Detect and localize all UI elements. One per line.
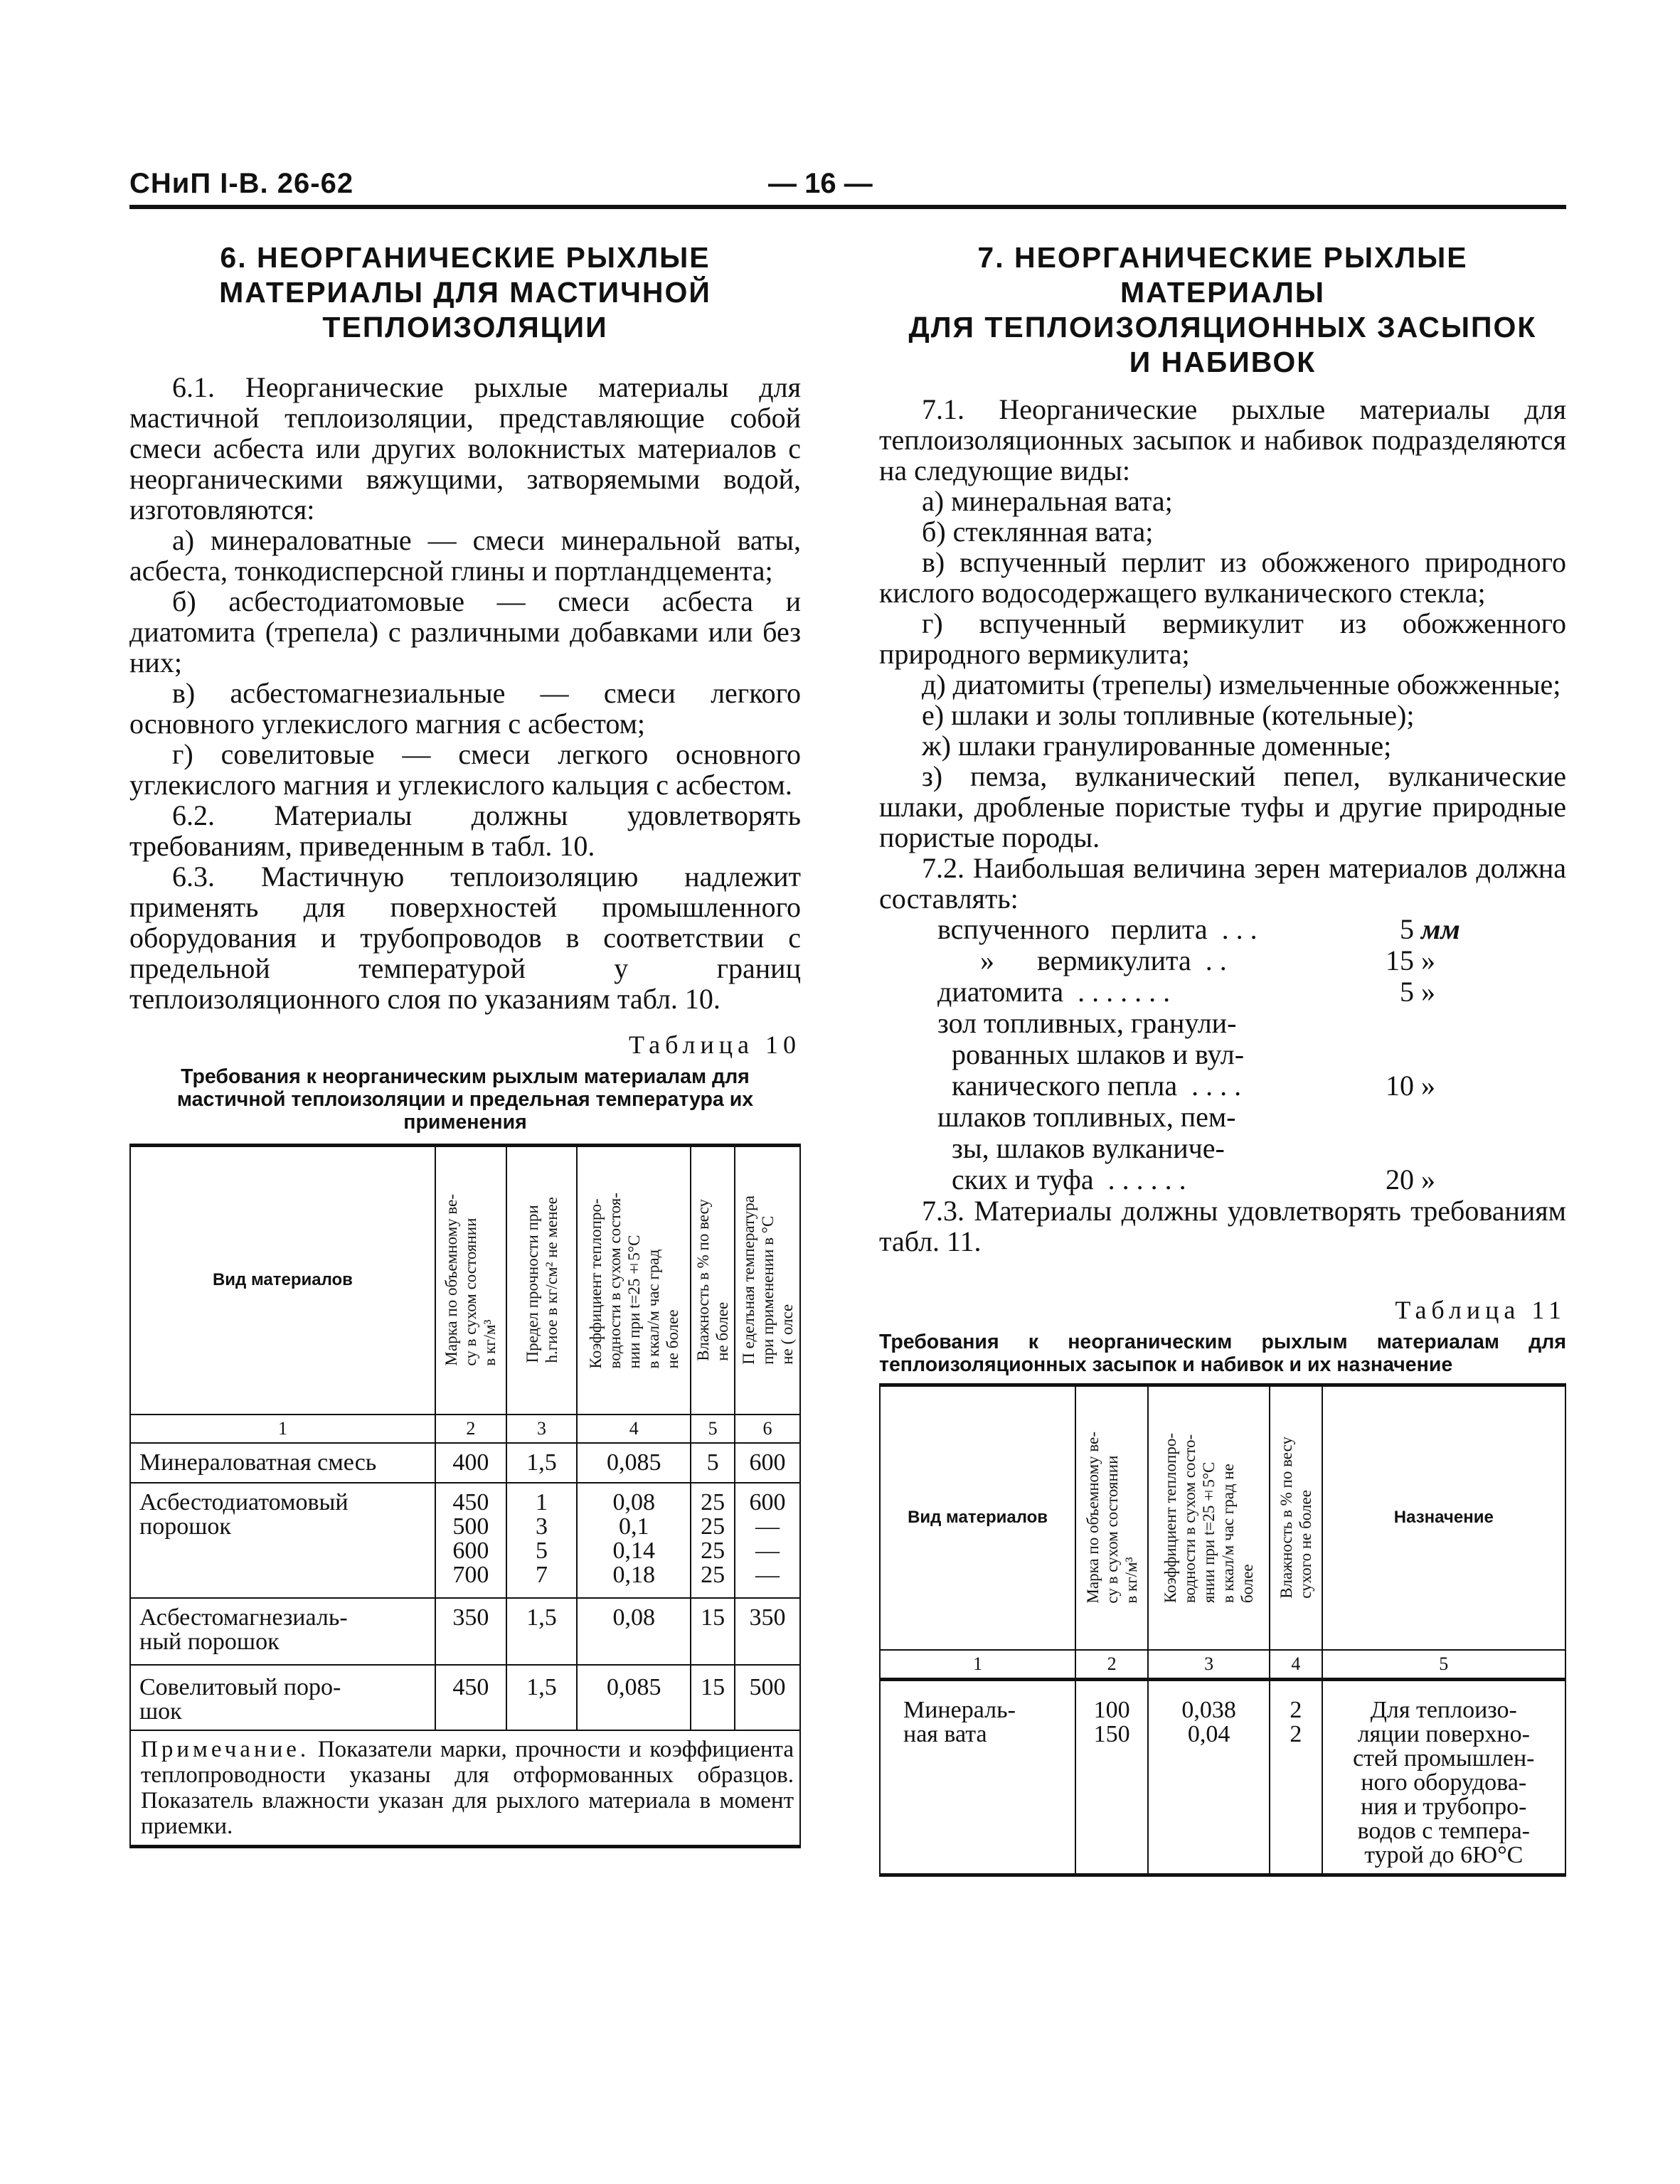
strength-cell (506, 1483, 578, 1598)
column-number: 1 (130, 1415, 435, 1443)
header-line: более (1238, 1564, 1257, 1603)
grain-value (1364, 1039, 1414, 1070)
paragraph: 7.2. Наибольшая величина зерен материалов должна составлять: (879, 852, 1566, 915)
table-row (880, 1679, 1565, 1875)
table-10-title: Требования к неорганическим рыхлым материалам для мастичной теплоизоляции и предельная температура их применения (176, 1065, 754, 1134)
header-rule (129, 205, 1566, 209)
grade-cell (435, 1443, 506, 1483)
header-moisture (691, 1146, 735, 1415)
conductivity-cell (577, 1598, 691, 1665)
cell-line: 0,04 (1187, 1720, 1230, 1747)
grade-cell (1075, 1679, 1148, 1875)
table-header-row (880, 1385, 1565, 1650)
column-number: 1 (880, 1650, 1075, 1680)
strength-cell (506, 1665, 578, 1730)
grain-value: 5 (1400, 913, 1414, 945)
list-item: д) диатомиты (трепелы) измельченные обожженные; (922, 668, 1561, 701)
grade-cell (435, 1598, 506, 1665)
list-item: б) стеклянная вата; (922, 516, 1154, 548)
header-line: Коэффициент теплопро- (1161, 1432, 1180, 1603)
table-11-title: Требования к неорганическим рыхлым материалам для теплоизоляционных засыпок и набивок и их назначение (879, 1331, 1566, 1376)
table-row (130, 1443, 800, 1483)
paragraph: 6.2. Материалы должны удовлетворять требованиям, приведенным в табл. 10. (129, 799, 801, 862)
section-6-title-line: ТЕПЛОИЗОЛЯЦИИ (322, 311, 608, 343)
grain-unit: » (1421, 976, 1435, 1008)
header-line: Влажность в % по весу (1277, 1437, 1295, 1599)
section-6-title (129, 240, 801, 345)
header-line: Марка по объемному ве- (442, 1194, 461, 1367)
paragraph: 7.3. Материалы должны удовлетворять требованиям табл. 11. (879, 1195, 1566, 1257)
cell-line: ного оборудова- (1361, 1769, 1527, 1796)
column-number: 6 (735, 1415, 800, 1443)
header-strength (506, 1146, 578, 1415)
cell-line: 0,08 (612, 1488, 655, 1516)
cell-line: — (755, 1513, 780, 1540)
header-line: в ккал/м час град (644, 1249, 662, 1368)
material-name (130, 1598, 435, 1665)
right-column (879, 240, 1566, 1877)
list-item: в) вспученный перлит из обожженого природного кислого водосодержащего вулканического стекла; (879, 546, 1566, 609)
cell-line: 600 (749, 1449, 786, 1476)
cell-line: 0,1 (618, 1513, 649, 1540)
cell-line: 100 (1093, 1696, 1130, 1723)
column-number: 3 (1148, 1650, 1270, 1680)
cell-line: ная вата (903, 1720, 987, 1747)
header-line: Предел прочности при (523, 1205, 541, 1363)
section-7-title-line: И НАБИВОК (1129, 346, 1317, 378)
header-line: П еделъная температура (739, 1195, 757, 1365)
column-number: 2 (435, 1415, 506, 1443)
paragraph: 6.3. Мастичную теплоизоляцию надлежит применять для поверхностей промышленного оборудования и трубопроводов в соответствии с предельной температурой у границ теплоизоляционного слоя по указаниям табл. 10. (129, 861, 801, 1015)
cell-line: 25 (701, 1513, 725, 1540)
grain-unit: мм (1421, 913, 1460, 945)
cell-line: Для теплоизо- (1370, 1696, 1517, 1723)
header-moisture (1270, 1385, 1322, 1650)
header-conductivity (1148, 1385, 1270, 1650)
list-item: в) асбестомагнезиальные — смеси легкого основного углекислого магния с асбестом; (129, 677, 801, 740)
grain-unit (1414, 1008, 1478, 1039)
column-number-row (130, 1415, 800, 1443)
grain-value (1364, 1133, 1414, 1164)
cell-line: Асбестодиатомовый (139, 1488, 349, 1516)
moisture-cell (691, 1598, 735, 1665)
cell-line: 5 (706, 1449, 719, 1476)
moisture-cell (691, 1443, 735, 1483)
grain-material: вспученного перлита . . . (937, 913, 1258, 945)
note-text: Показатели марки, прочности и коэффициента теплопроводности указаны для отформованных образцов. Показатель влажности указан для рыхлого материала в момент приемки. (141, 1736, 794, 1839)
cell-line: 350 (749, 1604, 786, 1631)
header-line: не ( олсе (777, 1304, 796, 1365)
header-line: водности в сухом состоя- (605, 1192, 624, 1368)
cell-line: 5 (536, 1537, 548, 1564)
section-7-body-end (879, 1195, 1566, 1257)
grain-unit (1414, 1133, 1478, 1164)
header-line: Влажность в % по весу (694, 1199, 713, 1362)
moisture-cell (691, 1483, 735, 1598)
paragraph: 6.1. Неорганические рыхлые материалы для мастичной теплоизоляции, представляющие собой смеси асбеста или других волокнистых материалов с неорганическими вяжущими, затворяемыми водой, изготовляются: (129, 371, 801, 526)
section-7-title (879, 240, 1566, 380)
cell-line: 0,038 (1181, 1696, 1236, 1723)
list-item: г) совелитовые — смеси легкого основного углекислого магния и углекислого кальция с асбестом. (129, 738, 801, 801)
header-line: в кг/м³ (481, 1319, 499, 1367)
header-line: нe более (713, 1302, 732, 1362)
header-grade (1075, 1385, 1148, 1650)
section-7-title-line: 7. НЕОРГАНИЧЕСКИЕ РЫХЛЫЕ (977, 241, 1468, 274)
table-10-note (129, 1731, 801, 1848)
cell-line: 15 (701, 1604, 725, 1631)
section-6-body (129, 372, 801, 1014)
grain-value (1364, 1008, 1414, 1039)
section-7-title-line: ДЛЯ ТЕПЛОИЗОЛЯЦИОННЫХ ЗАСЫПОК (908, 311, 1537, 343)
column-number: 2 (1075, 1650, 1148, 1680)
table-row (130, 1483, 800, 1598)
header-line: сухого не более (1296, 1490, 1314, 1599)
material-name (130, 1483, 435, 1598)
list-item: г) вспученный вермикулит из обожженного природного вермикулита; (879, 607, 1566, 670)
section-6-title-line: 6. НЕОРГАНИЧЕСКИЕ РЫХЛЫЕ (220, 241, 711, 274)
grain-row (937, 1070, 1478, 1102)
cell-line: 25 (701, 1537, 725, 1564)
strength-cell (506, 1598, 578, 1665)
table-10-number: Таблица 10 (629, 1030, 801, 1059)
grain-size-list (937, 914, 1478, 1195)
header-line: янии при t=25±5°С (1200, 1461, 1218, 1603)
grain-row (937, 1102, 1478, 1133)
cell-line: 1 (536, 1488, 548, 1516)
grain-material: шлаков топливных, пем- (937, 1101, 1236, 1133)
column-number: 3 (506, 1415, 578, 1443)
header-line: при применении в °С (758, 1216, 777, 1365)
grain-material: » вермикулита . . (937, 944, 1227, 976)
list-item: а) минеральная вата; (922, 485, 1173, 517)
section-6-title-line: МАТЕРИАЛЫ ДЛЯ МАСТИЧНОЙ (219, 276, 711, 309)
cell-line: 0,18 (612, 1561, 655, 1588)
cell-line: — (755, 1537, 780, 1564)
cell-line: 0,085 (606, 1673, 661, 1700)
section-7-title-line: МАТЕРИАЛЫ (1120, 276, 1325, 309)
column-number: 4 (577, 1415, 691, 1443)
list-item: ж) шлаки гранулированные доменные; (922, 730, 1392, 762)
cell-line: Совелитовый поро- (139, 1673, 341, 1700)
grain-row (937, 1133, 1478, 1164)
material-name (130, 1443, 435, 1483)
material-name (130, 1665, 435, 1730)
grain-row (937, 1039, 1478, 1070)
column-number: 4 (1270, 1650, 1322, 1680)
table-11 (879, 1383, 1566, 1877)
cell-line: 450 (452, 1488, 489, 1516)
cell-line: ный порошок (139, 1628, 280, 1655)
grain-material: зол топливных, гранули- (937, 1007, 1237, 1039)
cell-line: 400 (452, 1449, 489, 1476)
table-10 (129, 1144, 801, 1731)
grain-value: 15 (1386, 944, 1414, 976)
left-column (129, 240, 801, 1848)
header-line: водности в сухом состо- (1181, 1434, 1199, 1603)
header-line: Коэффициент теплопро- (586, 1198, 605, 1368)
cell-line: Минераловатная смесь (139, 1449, 377, 1476)
temperature-cell (735, 1483, 800, 1598)
cell-line: 3 (536, 1513, 548, 1540)
cell-line: 500 (749, 1673, 786, 1700)
section-7-body (879, 394, 1566, 914)
grain-value: 5 (1400, 976, 1414, 1008)
cell-line: водов с темпера- (1357, 1817, 1530, 1844)
conductivity-cell (577, 1665, 691, 1730)
table-10-block (129, 1030, 801, 1848)
conductivity-cell (577, 1443, 691, 1483)
grain-unit (1414, 1039, 1478, 1070)
cell-line: 0,085 (606, 1449, 661, 1476)
cell-line: 1,5 (526, 1673, 557, 1700)
column-number: 5 (1322, 1650, 1565, 1680)
grain-material: рованных шлаков и вул- (937, 1038, 1245, 1070)
grade-cell (435, 1483, 506, 1598)
cell-line: ляции поверхно- (1357, 1720, 1530, 1747)
header-max-temperature (735, 1146, 800, 1415)
header-grade (435, 1146, 506, 1415)
purpose-cell (1322, 1679, 1565, 1875)
moisture-cell (691, 1665, 735, 1730)
cell-line: порошок (139, 1513, 231, 1540)
grain-row (937, 945, 1478, 976)
cell-line: 600 (452, 1537, 489, 1564)
strength-cell (506, 1443, 578, 1483)
cell-line: 350 (452, 1604, 489, 1631)
list-item: е) шлаки и золы топливные (котельные); (922, 699, 1415, 731)
temperature-cell (735, 1598, 800, 1665)
conductivity-cell (577, 1483, 691, 1598)
moisture-cell (1270, 1679, 1322, 1875)
table-11-number: Таблица 11 (1395, 1296, 1566, 1324)
cell-line: 1,5 (526, 1604, 557, 1631)
grade-cell (435, 1665, 506, 1730)
grain-row (937, 976, 1478, 1008)
grain-row (937, 1164, 1478, 1195)
grain-material: ских и туфа . . . . . . (937, 1163, 1186, 1195)
cell-line: 2 (1290, 1696, 1302, 1723)
header-line: су в сухом состоянии (462, 1218, 480, 1367)
cell-line: 600 (749, 1488, 786, 1516)
grain-material: зы, шлаков вулканиче- (937, 1132, 1225, 1164)
column-number-row (880, 1650, 1565, 1680)
header-line: в кг/м³ (1122, 1557, 1140, 1604)
header-conductivity (577, 1146, 691, 1415)
cell-line: 15 (701, 1673, 725, 1700)
header-line: нии при t=25±5°С (624, 1235, 643, 1368)
page-number: — 16 — (768, 168, 873, 199)
header-material-type: Вид материалов (880, 1385, 1075, 1650)
grain-unit: » (1421, 1163, 1435, 1195)
paragraph: 7.1. Неорганические рыхлые материалы для теплоизоляционных засыпок и набивок подразделяются на следующие виды: (879, 393, 1566, 486)
header-line: h.гиое в кг/см² не менее (542, 1197, 560, 1363)
cell-line: 700 (452, 1561, 489, 1588)
cell-line: Минераль- (903, 1696, 1016, 1723)
list-item: з) пемза, вулканический пепел, вулканические шлаки, дробленые пористые туфы и другие природные пористые породы. (879, 760, 1566, 853)
header-material-type: Вид материалов (130, 1146, 435, 1415)
table-row (130, 1598, 800, 1665)
cell-line: 25 (701, 1488, 725, 1516)
cell-line: ния и трубопро- (1361, 1793, 1527, 1820)
grain-material: канического пепла . . . . (937, 1070, 1242, 1102)
table-11-block (879, 1295, 1566, 1877)
document-code: СНиП I-В. 26-62 (129, 168, 354, 199)
cell-line: 0,14 (612, 1537, 655, 1564)
temperature-cell (735, 1443, 800, 1483)
cell-line: турой до 6Ю°С (1364, 1841, 1524, 1868)
grain-unit: » (1421, 1070, 1435, 1102)
cell-line: 7 (536, 1561, 548, 1588)
header-purpose: Назначение (1322, 1385, 1565, 1650)
grain-row (937, 1008, 1478, 1039)
grain-unit (1414, 1102, 1478, 1133)
table-row (130, 1665, 800, 1730)
cell-line: 2 (1290, 1720, 1302, 1747)
grain-value: 10 (1386, 1070, 1414, 1102)
grain-material: диатомита . . . . . . . (937, 976, 1171, 1008)
list-item: а) минераловатные — смеси минеральной ваты, асбеста, тонкодисперсной глины и портландцемента; (129, 524, 801, 587)
cell-line: 150 (1093, 1720, 1130, 1747)
cell-line: Асбестомагнезиаль- (139, 1604, 348, 1631)
cell-line: стей промышлен- (1353, 1744, 1535, 1772)
cell-line: 0,08 (612, 1604, 655, 1631)
cell-line: 25 (701, 1561, 725, 1588)
temperature-cell (735, 1665, 800, 1730)
column-number: 5 (691, 1415, 735, 1443)
conductivity-cell (1148, 1679, 1270, 1875)
material-name (880, 1679, 1075, 1875)
grain-value (1364, 1102, 1414, 1133)
cell-line: 1,5 (526, 1449, 557, 1476)
grain-row (937, 914, 1478, 945)
grain-value: 20 (1386, 1163, 1414, 1195)
header-line: су в сухом состоянии (1102, 1456, 1121, 1604)
grain-unit: » (1421, 944, 1435, 976)
cell-line: 500 (452, 1513, 489, 1540)
cell-line: 450 (452, 1673, 489, 1700)
header-line: не более (663, 1309, 681, 1368)
cell-line: — (755, 1561, 780, 1588)
table-header-row (130, 1146, 800, 1415)
note-label: Примечание. (141, 1736, 310, 1762)
list-item: б) асбестодиатомовые — смеси асбеста и диатомита (трепела) с различными добавками или без них; (129, 585, 801, 678)
cell-line: шок (139, 1698, 182, 1725)
header-line: в ккал/м час град не (1219, 1463, 1238, 1603)
header-line: Марка по объемному ве- (1083, 1432, 1102, 1604)
